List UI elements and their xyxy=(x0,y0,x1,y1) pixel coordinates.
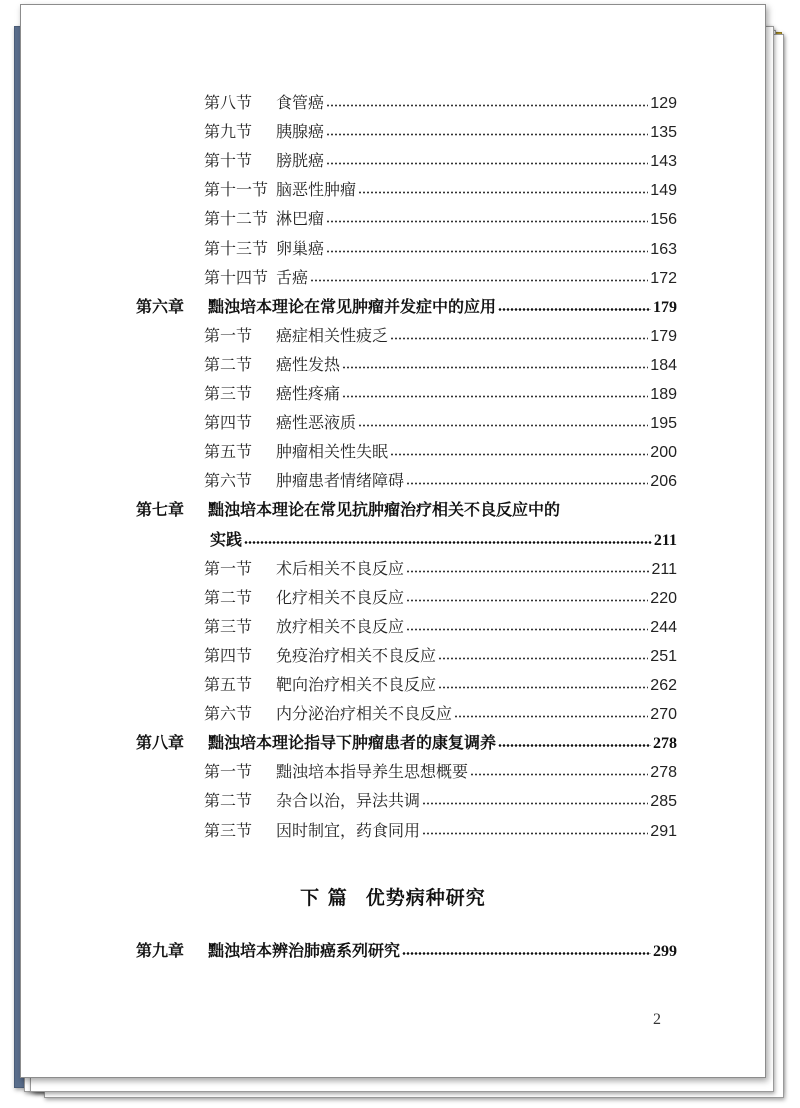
section-page: 156 xyxy=(650,211,677,228)
dot-leader xyxy=(406,599,648,602)
section-title: 放疗相关不良反应 xyxy=(276,617,405,636)
section-title: 舌癌 xyxy=(276,268,309,287)
section-title: 膀胱癌 xyxy=(276,151,325,170)
chapter-page: 299 xyxy=(653,943,677,960)
section-title: 化疗相关不良反应 xyxy=(276,588,405,607)
section-label: 第五节 xyxy=(204,442,253,461)
chapter-page: 211 xyxy=(653,532,677,549)
toc-chapter-entry[interactable] xyxy=(136,731,677,755)
section-title: 脑恶性肿瘤 xyxy=(276,180,357,199)
dot-leader xyxy=(438,686,648,689)
toc-section-entry[interactable] xyxy=(204,237,677,261)
chapter-page: 179 xyxy=(653,299,677,316)
section-page: 244 xyxy=(650,619,677,636)
part-label: 下 篇 xyxy=(300,887,348,909)
toc-section-entry[interactable] xyxy=(204,353,677,377)
chapter-title: 黜浊培本理论在常见抗肿瘤治疗相关不良反应中的 xyxy=(208,500,561,519)
section-title: 杂合以治，异法共调 xyxy=(276,791,421,810)
dot-leader xyxy=(438,657,648,660)
section-page: 172 xyxy=(650,270,677,287)
section-title: 卵巢癌 xyxy=(276,239,325,258)
dot-leader xyxy=(406,482,648,485)
toc-section-entry[interactable] xyxy=(204,382,677,406)
dot-leader xyxy=(406,628,648,631)
dot-leader xyxy=(390,337,648,340)
section-label: 第五节 xyxy=(204,675,253,694)
section-label: 第四节 xyxy=(204,646,253,665)
dot-leader xyxy=(422,832,648,835)
toc-section-entry[interactable] xyxy=(204,469,677,493)
section-label: 第十二节 xyxy=(204,209,269,228)
toc-section-entry[interactable] xyxy=(204,440,677,464)
page-number: 2 xyxy=(653,1011,661,1028)
section-title: 癌性发热 xyxy=(276,355,341,374)
section-title: 癌症相关性疲乏 xyxy=(276,326,389,345)
toc-section-entry[interactable] xyxy=(204,557,677,581)
section-title: 术后相关不良反应 xyxy=(276,559,405,578)
toc-section-entry[interactable] xyxy=(204,91,677,115)
dot-leader xyxy=(454,715,648,718)
section-page: 149 xyxy=(650,182,677,199)
toc-chapter-entry[interactable] xyxy=(136,498,677,522)
toc-section-entry[interactable] xyxy=(204,324,677,348)
section-page: 251 xyxy=(650,648,677,665)
toc-section-entry[interactable] xyxy=(204,760,677,784)
dot-leader xyxy=(402,952,651,955)
section-page: 262 xyxy=(650,677,677,694)
section-label: 第十一节 xyxy=(204,180,269,199)
toc-page xyxy=(20,4,766,1078)
toc-chapter-entry[interactable] xyxy=(136,939,677,963)
toc-section-entry[interactable] xyxy=(204,644,677,668)
section-page: 163 xyxy=(650,241,677,258)
section-page: 278 xyxy=(650,764,677,781)
part-heading xyxy=(21,883,765,910)
toc-chapter-entry[interactable] xyxy=(136,295,677,319)
part-title: 优势病种研究 xyxy=(365,887,486,909)
section-page: 179 xyxy=(650,328,677,345)
chapter-label: 第六章 xyxy=(136,297,185,316)
toc-section-entry[interactable] xyxy=(204,207,677,231)
section-label: 第八节 xyxy=(204,93,253,112)
dot-leader xyxy=(326,220,648,223)
toc-section-entry[interactable] xyxy=(204,702,677,726)
section-page: 270 xyxy=(650,706,677,723)
section-page: 129 xyxy=(650,95,677,112)
section-title: 胰腺癌 xyxy=(276,122,325,141)
section-label: 第二节 xyxy=(204,355,253,374)
dot-leader xyxy=(406,570,649,573)
section-page: 220 xyxy=(650,590,677,607)
toc-section-entry[interactable] xyxy=(204,586,677,610)
section-page: 285 xyxy=(650,793,677,810)
section-title: 癌性恶液质 xyxy=(276,413,357,432)
section-title: 靶向治疗相关不良反应 xyxy=(276,675,437,694)
section-title: 因时制宜，药食同用 xyxy=(276,821,421,840)
section-label: 第一节 xyxy=(204,326,253,345)
toc-section-entry[interactable] xyxy=(204,266,677,290)
section-label: 第十三节 xyxy=(204,239,269,258)
section-label: 第十节 xyxy=(204,151,253,170)
dot-leader xyxy=(390,453,648,456)
dot-leader xyxy=(358,424,648,427)
section-label: 第四节 xyxy=(204,413,253,432)
chapter-title: 实践 xyxy=(210,530,243,549)
section-page: 195 xyxy=(650,415,677,432)
section-label: 第九节 xyxy=(204,122,253,141)
dot-leader xyxy=(422,802,648,805)
chapter-title: 黜浊培本理论指导下肿瘤患者的康复调养 xyxy=(208,733,497,752)
chapter-label: 第八章 xyxy=(136,733,185,752)
section-title: 淋巴瘤 xyxy=(276,209,325,228)
section-label: 第三节 xyxy=(204,617,253,636)
section-page: 143 xyxy=(650,153,677,170)
dot-leader xyxy=(244,541,652,544)
dot-leader xyxy=(342,366,648,369)
chapter-label: 第七章 xyxy=(136,500,185,519)
section-title: 肿瘤患者情绪障碍 xyxy=(276,471,405,490)
section-page: 184 xyxy=(650,357,677,374)
toc-section-entry[interactable] xyxy=(204,673,677,697)
section-label: 第六节 xyxy=(204,704,253,723)
section-label: 第二节 xyxy=(204,588,253,607)
chapter-title: 黜浊培本理论在常见肿瘤并发症中的应用 xyxy=(208,297,497,316)
section-page: 211 xyxy=(651,561,677,578)
section-title: 内分泌治疗相关不良反应 xyxy=(276,704,453,723)
toc-section-entry[interactable] xyxy=(204,819,677,843)
section-label: 第三节 xyxy=(204,384,253,403)
toc-section-entry[interactable] xyxy=(204,789,677,813)
section-label: 第六节 xyxy=(204,471,253,490)
dot-leader xyxy=(470,773,648,776)
section-page: 291 xyxy=(650,823,677,840)
dot-leader xyxy=(326,250,648,253)
dot-leader xyxy=(498,308,651,311)
toc-section-entry[interactable] xyxy=(204,178,677,202)
toc-section-entry[interactable] xyxy=(204,120,677,144)
dot-leader xyxy=(310,279,648,282)
section-title: 黜浊培本指导养生思想概要 xyxy=(276,762,469,781)
section-label: 第十四节 xyxy=(204,268,269,287)
dot-leader xyxy=(498,744,651,747)
dot-leader xyxy=(326,162,648,165)
dot-leader xyxy=(326,133,648,136)
dot-leader xyxy=(358,191,648,194)
section-page: 135 xyxy=(650,124,677,141)
chapter-page: 278 xyxy=(653,735,677,752)
section-page: 200 xyxy=(650,444,677,461)
section-page: 206 xyxy=(650,473,677,490)
section-title: 免疫治疗相关不良反应 xyxy=(276,646,437,665)
chapter-label: 第九章 xyxy=(136,941,185,960)
toc-chapter-continuation[interactable] xyxy=(210,528,677,552)
section-title: 肿瘤相关性失眠 xyxy=(276,442,389,461)
toc-section-entry[interactable] xyxy=(204,615,677,639)
dot-leader xyxy=(326,104,648,107)
section-label: 第二节 xyxy=(204,791,253,810)
toc-section-entry[interactable] xyxy=(204,149,677,173)
section-title: 癌性疼痛 xyxy=(276,384,341,403)
chapter-title: 黜浊培本辨治肺癌系列研究 xyxy=(208,941,401,960)
toc-section-entry[interactable] xyxy=(204,411,677,435)
section-page: 189 xyxy=(650,386,677,403)
section-label: 第一节 xyxy=(204,762,253,781)
section-label: 第一节 xyxy=(204,559,253,578)
section-title: 食管癌 xyxy=(276,93,325,112)
section-label: 第三节 xyxy=(204,821,253,840)
dot-leader xyxy=(342,395,648,398)
